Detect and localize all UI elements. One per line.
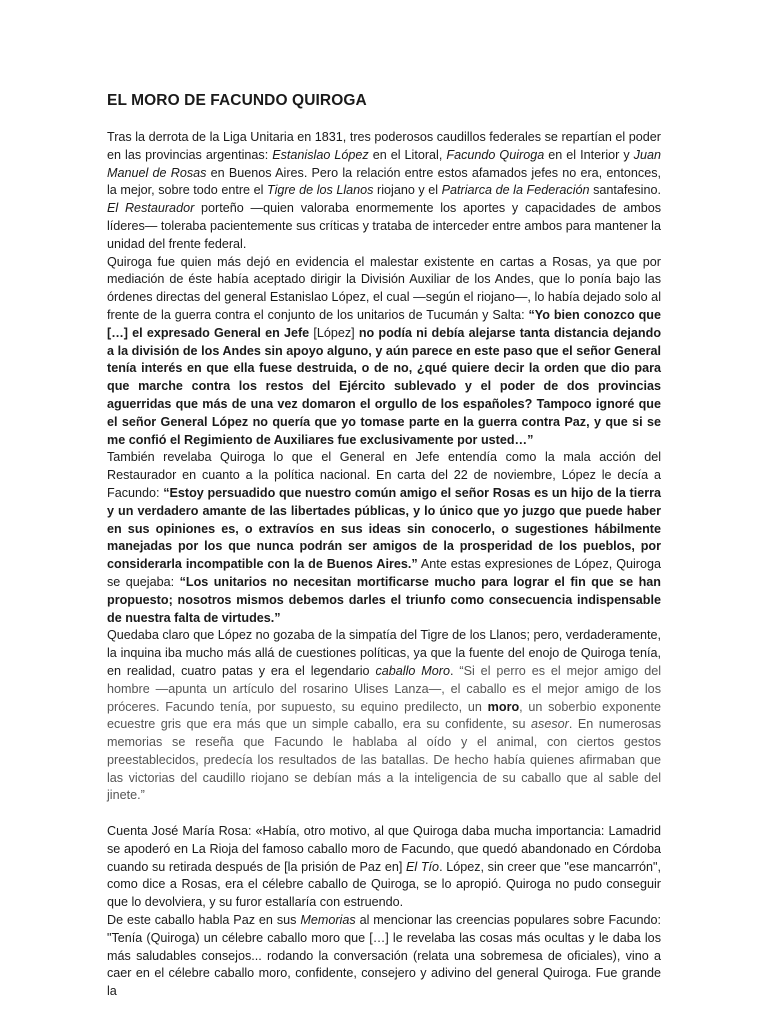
italic-text: Facundo Quiroga [446,147,545,162]
italic-text: Memorias [300,913,356,928]
italic-text: Tigre de los Llanos [266,183,374,198]
text-span: porteño —quien valoraba enormemente los aportes y capacidades de ambos líderes— toleraba pacientemente sus críticas y trataba de interceder entre ambos para mantener la unidad del frente federal. [107,201,661,251]
text-span: Quedaba claro que López no gozaba de la simpatía del Tigre de los Llanos; pero, verdaderamente, la inquina iba mucho más allá de cuestiones políticas, ya que la fuente del enojo de Quiroga tenía, en realidad, cuatro patas y era el legendario [107,628,661,678]
paragraph-spacer [107,805,661,823]
text-span: en el Litoral, [368,147,447,162]
text-span: “Si el perro es el mejor amigo del hombre —apunta un artículo del rosarino Ulises Lanza—, el caballo es el mejor amigo de los próceres. Facundo tenía, por supuesto, su equino predilecto, un [107,663,661,714]
bold-text: “Yo bien conozco que […] el expresado General en Jefe [107,307,661,340]
text-span: [López] [313,325,355,340]
bold-text: no podía ni debía alejarse tanta distancia dejando a la división de los Andes sin apoyo alguno, y aún parece en este paso que el señor General tenía interés en que ella fuese destruida, o de no, ¿qué quiere decir la orden que dio para que marche contra los restos del Ejército sublevado y el poder de dos provincias aguerridas que más de una vez domaron el orgullo de los españoles? Tampoco ignoré que el señor General López no quería que yo tomase parte en la guerra contra Paz, y que si se me confió el Regimiento de Auxiliares fue exclusivamente por usted…” [107,325,662,447]
bold-text: “Estoy persuadido que nuestro común amigo el señor Rosas es un hijo de la tierra y un verdadero amante de las libertades públicas, y lo único que yo juzgo que puede haber en sus opiniones es, o extravíos en sus ideas sin conocerlo, o sugestiones hábilmente manejadas por los que nunca podrán ser amigos de la prosperidad de los pueblos, por considerarla incompatible con la de Buenos Aires.” [107,485,662,572]
text-span: Ante estas expresiones de López, Quiroga se quejaba: [107,557,662,589]
paragraph [107,823,661,912]
document-title: EL MORO DE FACUNDO QUIROGA [107,92,367,109]
text-span: al mencionar las creencias populares sobre Facundo: "Tenía (Quiroga) un célebre caballo moro que […] le revelaba las cosas más ocultas y le daba los más saludables consejos... rodando la conversación (relata una sobremesa de oficiales), vino a caer en el célebre caballo moro, confidente, consejero y adivino del general Quiroga. Fue grande la [107,913,661,999]
italic-text: El Tío [406,859,440,874]
text-span: Quiroga fue quien más dejó en evidencia el malestar existente en cartas a Rosas, ya que por mediación de éste había aceptado dirigir la División Auxiliar de los Andes, que lo ponía bajo las órdenes directas del general Estanislao López, el cual —según el riojano—, lo había dejado solo al frente de la guerra contra el conjunto de los unitarios de Tucumán y Salta: [107,254,661,322]
paragraph [107,449,661,627]
paragraph [107,627,661,805]
italic-text: Estanislao López [272,147,369,162]
paragraph [107,254,661,450]
text-span: riojano y el [373,183,442,198]
italic-text: asesor [531,717,569,732]
text-span: santafesino. [589,183,661,198]
text-span: . López, sin creer que "ese mancarrón", como dice a Rosas, era el célebre caballo de Quiroga, se lo apropió. Quiroga no pudo conseguir que lo devolviera, y su furor estallaría con estruendo. [107,859,661,910]
text-span: , un soberbio exponente ecuestre gris que era más que un simple caballo, era su confidente, su [107,699,661,732]
italic-text: caballo Moro [375,663,450,678]
italic-text: Juan Manuel de Rosas [107,147,661,180]
paragraph [107,129,661,254]
italic-text: Patriarca de la Federación [441,183,590,198]
bold-text: “Los unitarios no necesitan mortificarse mucho para lograr el fin que se han propuesto; nosotros mismos debemos darles el triunfo como consecuencia indispensable de nuestra falta de virtudes.” [107,574,661,625]
text-span: Tras la derrota de la Liga Unitaria en 1831, tres poderosos caudillos federales se repartían el poder en las provincias argentinas: [107,130,661,162]
text-span: También revelaba Quiroga lo que el General en Jefe entendía como la mala acción del Restaurador en cuanto a la política nacional. En carta del 22 de noviembre, López le decía a Facundo: [107,450,661,500]
paragraph [107,912,661,1001]
italic-text: El Restaurador [107,201,195,216]
text-span: en Buenos Aires. Pero la relación entre estos afamados jefes no era, entonces, la mejor, sobre todo entre el [107,165,662,198]
text-span: en el Interior y [544,147,634,162]
text-span: De este caballo habla Paz en sus [107,913,301,928]
bold-text: moro [487,699,520,714]
text-span: . [449,663,460,678]
text-span: Cuenta José María Rosa: «Había, otro motivo, al que Quiroga daba mucha importancia: Lamadrid se apoderó en La Rioja del famoso caballo moro de Facundo, que quedó abandonado en Córdoba cuando su retirada después de [la prisión de Paz en] [107,824,661,874]
text-span: . En numerosas memorias se reseña que Facundo le hablaba al oído y el animal, con ciertos gestos preestablecidos, predecía los resultados de las batallas. De hecho había quienes afirmaban que las victorias del caudillo riojano se debían más a la inteligencia de su caballo que al sable del jinete.” [107,717,661,803]
